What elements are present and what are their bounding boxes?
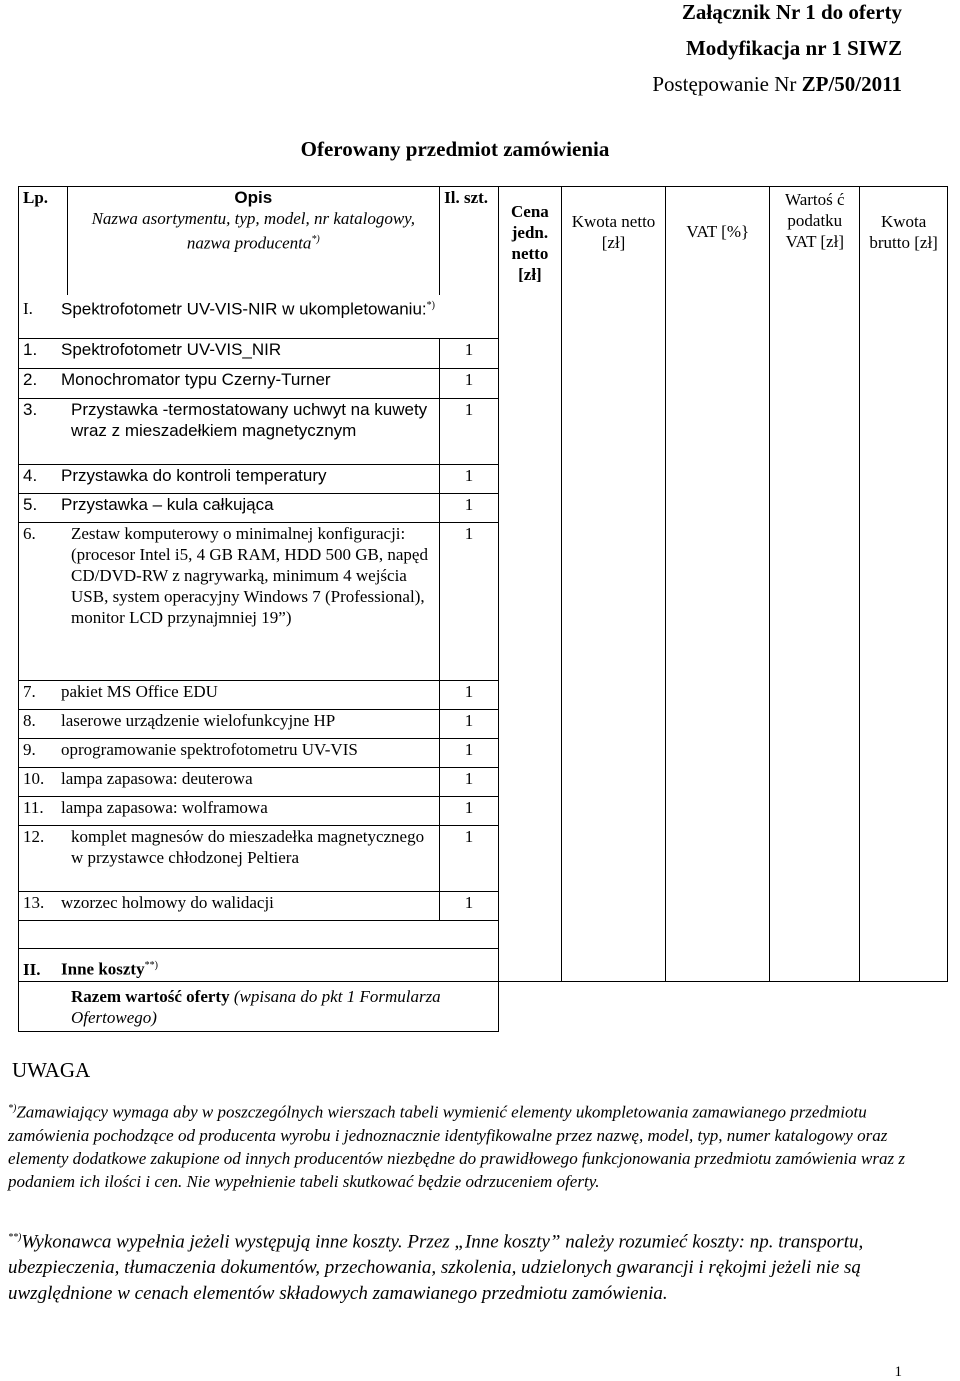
uwaga-heading: UWAGA	[12, 1058, 91, 1082]
footnote-1-marker: *)	[8, 1103, 17, 1114]
section-1-cell	[19, 295, 499, 339]
footnote-1-text: Zamawiający wymaga aby w poszczególnych wierszach tabeli wymienić elementy ukompletowania zamawianego przedmiotu zamówienia pochodzące od producenta wyrobu i jednoznacznie identyfikowalne przez nazwę, model, typ, numer katalogowy oraz elementy dodatkowe zakupione od innych producentów niezbędne do prawidłowego funkcjonowania przedmiotu zamówienia wraz z podaniem ich ilości i cen. Nie wypełnienie tabeli skutkować będzie odrzuceniem oferty.	[8, 1102, 905, 1191]
header-wartosc-vat: Wartoś ć podatku VAT [zł]	[770, 187, 860, 982]
header-qty: Il. szt.	[440, 187, 499, 295]
item-10-text: lampa zapasowa: deuterowa	[61, 769, 253, 788]
item-3-num: 3.	[19, 399, 68, 465]
section-2-sup: **)	[144, 960, 158, 971]
total-cell	[67, 982, 498, 1032]
section-2-cell	[19, 949, 499, 982]
section-1-sup: *)	[426, 299, 435, 311]
item-12-qty: 1	[440, 826, 499, 892]
item-9-text: oprogramowanie spektrofotometru UV-VIS	[61, 740, 358, 759]
header-opis-sub	[72, 208, 436, 254]
item-5-num: 5.	[23, 495, 38, 514]
item-1-qty: 1	[440, 339, 499, 369]
item-1-desc	[19, 339, 440, 369]
footnote-2-marker: **)	[8, 1232, 22, 1243]
item-9-desc	[19, 739, 440, 768]
item-7-qty: 1	[440, 681, 499, 710]
item-5-desc	[19, 494, 440, 523]
item-2-desc	[19, 369, 440, 399]
total-note: (wpisana do pkt 1 Formularza Ofertowego)	[71, 987, 441, 1027]
procedure-number	[652, 72, 902, 97]
item-11-desc	[19, 797, 440, 826]
footnote-2-text: Wykonawca wypełnia jeżeli występują inne koszty. Przez „Inne koszty” należy rozumieć koszty: np. transportu, ubezpieczenia, tłumaczenia dokumentów, przechowania, szkolenia, udzielonych gwarancji i rękojmi jeżeli nie są uwzględnione w cenach elementów składowych zamawianego przedmiotu zamówienia.	[8, 1231, 864, 1305]
item-8-text: laserowe urządzenie wielofunkcyjne HP	[61, 711, 336, 730]
item-4-desc	[19, 465, 440, 494]
header-opis-title: Opis	[234, 188, 273, 207]
section-2-label: Inne koszty	[61, 959, 145, 979]
item-3-qty: 1	[440, 399, 499, 465]
item-6-qty: 1	[440, 523, 499, 681]
section-2-num: II.	[23, 959, 41, 979]
header-lp: Lp.	[19, 187, 68, 295]
header-opis-sub-text: Nazwa asortymentu, typ, model, nr katalogowy, nazwa producenta	[91, 209, 416, 253]
section-1-label: Spektrofotometr UV-VIS-NIR w ukompletowaniu:	[61, 299, 427, 319]
item-6-desc: Zestaw komputerowy o minimalnej konfiguracji: (procesor Intel i5, 4 GB RAM, HDD 500 GB, napęd CD/DVD-RW z nagrywarką, minimum 4 wejścia USB, system operacyjny Windows 7 (Professional), monitor LCD przynajmniej 19”)	[67, 523, 440, 681]
footnote-2	[8, 1225, 908, 1307]
page-number: 1	[894, 1364, 902, 1380]
item-12-desc: komplet magnesów do mieszadełka magnetycznego w przystawce chłodzonej Peltiera	[67, 826, 440, 892]
header-kwota-brutto: Kwota brutto [zł]	[860, 187, 948, 982]
item-8-qty: 1	[440, 710, 499, 739]
item-1-num: 1.	[23, 340, 38, 359]
item-4-num: 4.	[23, 466, 38, 485]
item-9-num: 9.	[23, 740, 36, 759]
item-11-qty: 1	[440, 797, 499, 826]
item-7-text: pakiet MS Office EDU	[61, 682, 218, 701]
item-6-num: 6.	[19, 523, 68, 681]
table-header-row	[19, 187, 948, 295]
item-5-qty: 1	[440, 494, 499, 523]
item-2-num: 2.	[23, 370, 38, 389]
item-2-text: Monochromator typu Czerny-Turner	[61, 370, 331, 389]
item-11-num: 11.	[23, 798, 44, 817]
header-opis-sup: *)	[311, 234, 320, 245]
procedure-code: ZP/50/2011	[801, 72, 902, 96]
item-10-desc	[19, 768, 440, 797]
item-4-qty: 1	[440, 465, 499, 494]
item-1-text: Spektrofotometr UV-VIS_NIR	[61, 340, 282, 359]
item-13-qty: 1	[440, 892, 499, 921]
item-9-qty: 1	[440, 739, 499, 768]
empty-cell	[19, 921, 499, 949]
footnote-1	[8, 1097, 908, 1193]
header-cena: Cena jedn. netto [zł]	[498, 187, 561, 982]
item-8-desc	[19, 710, 440, 739]
item-13-desc	[19, 892, 440, 921]
item-13-text: wzorzec holmowy do walidacji	[61, 893, 274, 912]
page-title: Oferowany przedmiot zamówienia	[300, 137, 610, 161]
item-7-num: 7.	[23, 682, 36, 701]
item-5-text: Przystawka – kula całkująca	[61, 495, 274, 514]
header-kwota-netto: Kwota netto [zł]	[561, 187, 665, 982]
item-3-desc: Przystawka -termostatowany uchwyt na kuwety wraz z mieszadełkiem magnetycznym	[67, 399, 440, 465]
offer-table	[18, 186, 948, 1032]
attachment-title: Załącznik Nr 1 do oferty	[681, 0, 902, 24]
item-10-num: 10.	[23, 769, 45, 788]
procedure-prefix: Postępowanie Nr	[652, 72, 802, 96]
item-7-desc	[19, 681, 440, 710]
item-13-num: 13.	[23, 893, 45, 912]
total-spacer	[19, 982, 68, 1032]
section-1-num: I.	[23, 299, 33, 319]
item-4-text: Przystawka do kontroli temperatury	[61, 466, 327, 485]
item-10-qty: 1	[440, 768, 499, 797]
header-vat: VAT [%}	[666, 187, 770, 982]
total-row	[19, 982, 948, 1032]
item-11-text: lampa zapasowa: wolframowa	[61, 798, 268, 817]
item-8-num: 8.	[23, 711, 36, 730]
modification-title: Modyfikacja nr 1 SIWZ	[685, 36, 902, 60]
item-12-num: 12.	[19, 826, 68, 892]
total-label: Razem wartość oferty	[71, 987, 230, 1006]
item-2-qty: 1	[440, 369, 499, 399]
header-opis	[67, 187, 440, 295]
